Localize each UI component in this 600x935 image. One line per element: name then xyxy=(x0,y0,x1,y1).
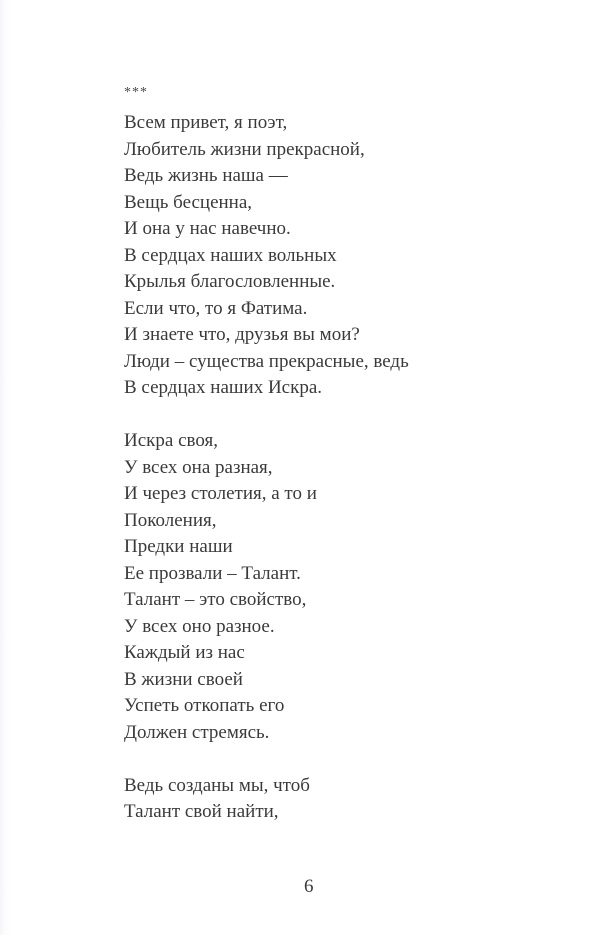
stanza-2 xyxy=(124,428,409,746)
stanza-3 xyxy=(124,773,409,826)
poem-line: Вещь бесценна, xyxy=(124,191,253,213)
poem-line: Каждый из нас xyxy=(124,642,245,663)
poem xyxy=(124,84,409,826)
poem-line: В сердцах наших вольных xyxy=(124,244,337,266)
poem-line: Талант – это свойство, xyxy=(124,589,307,610)
poem-line: Искра своя, xyxy=(124,430,218,451)
poem-line: Поколения, xyxy=(124,509,217,531)
poem-line: Люди – существа прекрасные, ведь xyxy=(124,350,409,372)
poem-line: Всем привет, я поэт, xyxy=(124,112,288,133)
poem-line: И знаете что, друзья вы мои? xyxy=(124,324,360,345)
poem-line: Ее прозвали – Талант. xyxy=(124,562,301,584)
poem-line: Успеть откопать его xyxy=(124,695,285,716)
poem-line: У всех оно разное. xyxy=(124,615,275,637)
poem-line: В жизни своей xyxy=(124,668,243,690)
poem-line: Ведь жизнь наша — xyxy=(124,165,288,186)
poem-line: В сердцах наших Искра. xyxy=(124,377,323,398)
poem-line: И она у нас навечно. xyxy=(124,218,291,239)
poem-line: Должен стремясь. xyxy=(124,721,270,743)
poem-line: Крылья благословленные. xyxy=(124,271,336,292)
poem-line: Ведь созданы мы, чтоб xyxy=(124,774,310,796)
page-number: 6 xyxy=(304,876,314,897)
poem-line: У всех она разная, xyxy=(124,456,273,478)
poem-line: И через столетия, а то и xyxy=(124,483,317,504)
stanza-1 xyxy=(124,110,409,402)
poem-line: Талант свой найти, xyxy=(124,801,279,822)
poem-line: Любитель жизни прекрасной, xyxy=(124,138,365,160)
poem-line: Предки наши xyxy=(124,536,233,557)
poem-line: Если что, то я Фатима. xyxy=(124,297,308,319)
section-separator: *** xyxy=(124,85,148,100)
